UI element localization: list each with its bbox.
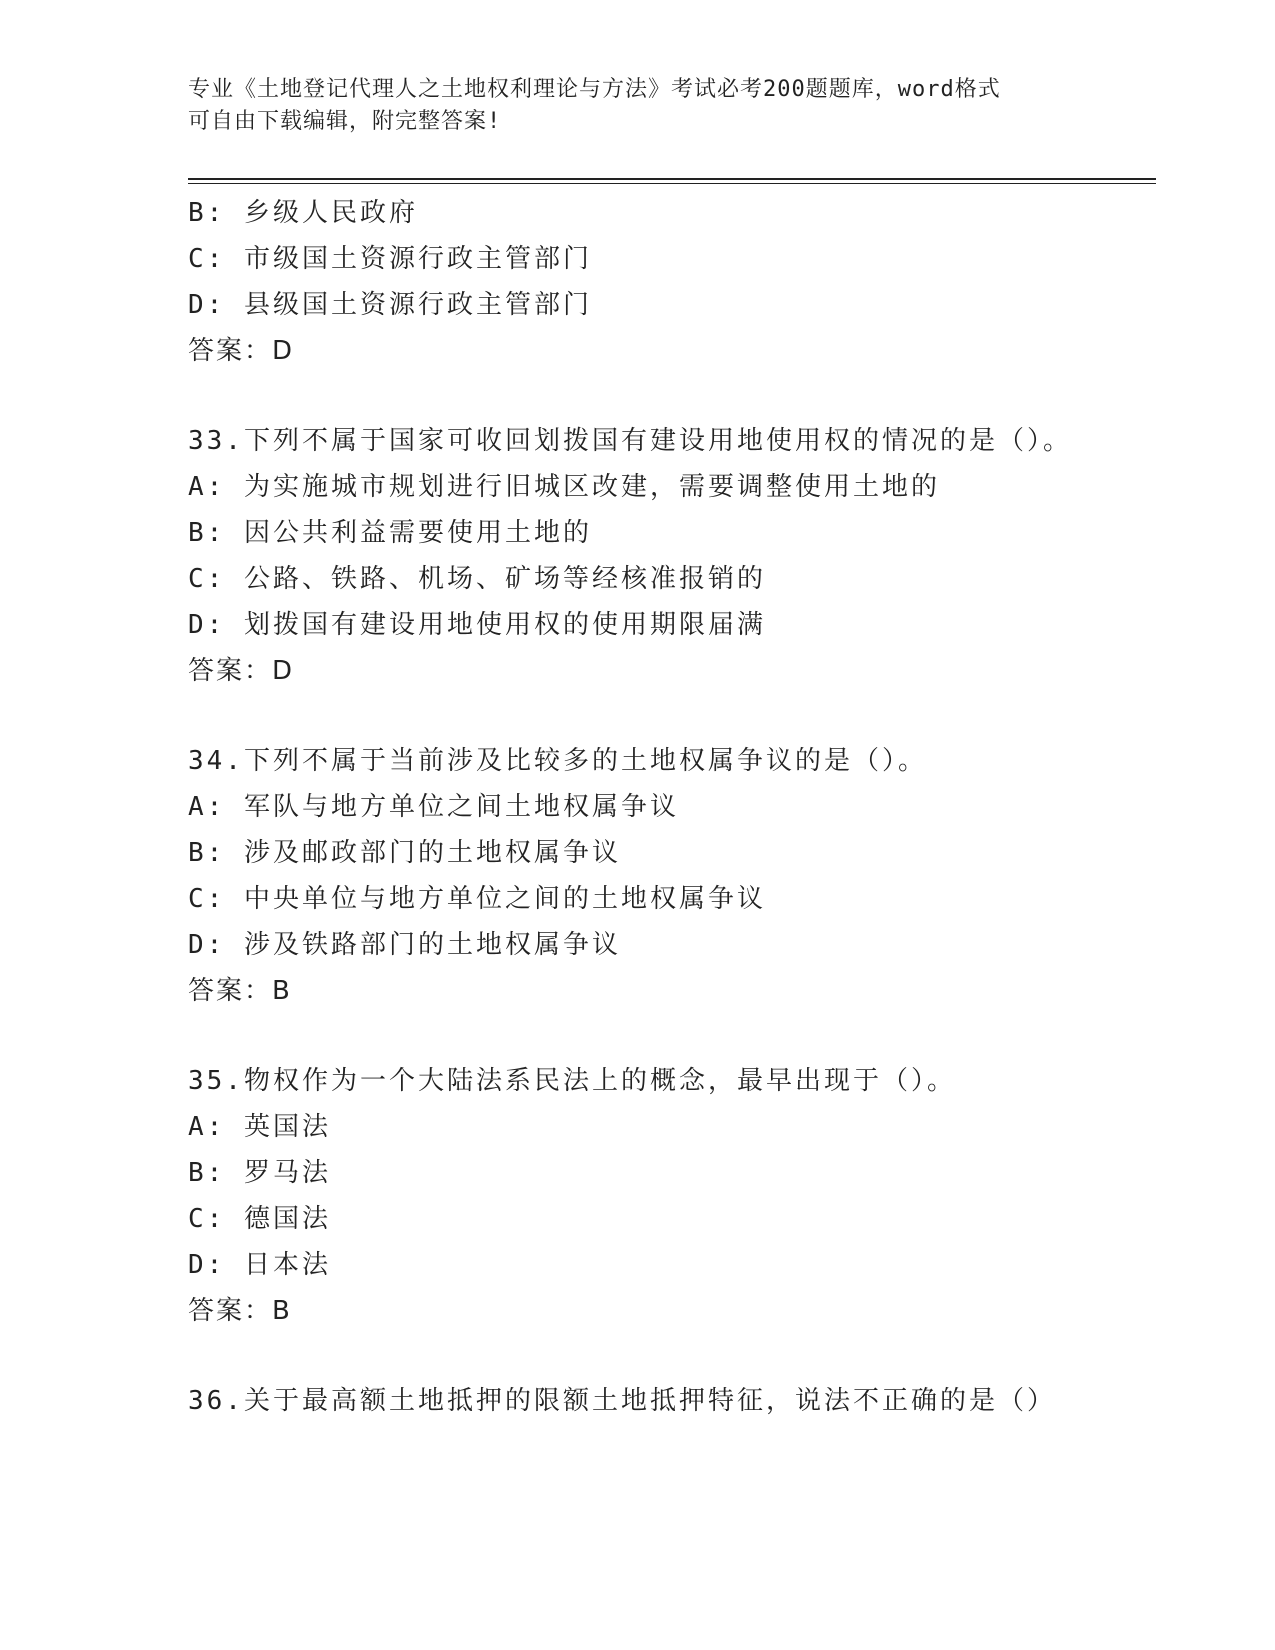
answer-line: 答案：B [188,1296,292,1326]
option-c: C: 市级国土资源行政主管部门 [188,244,592,274]
question-36 [188,1378,1156,1424]
option-c: C: 德国法 [188,1204,331,1234]
option-a: A: 军队与地方单位之间土地权属争议 [188,792,679,822]
question-34 [188,738,1156,1014]
option-d: D: 县级国土资源行政主管部门 [188,290,592,320]
question-stem: 34.下列不属于当前涉及比较多的土地权属争议的是（）。 [188,746,927,776]
option-d: D: 划拨国有建设用地使用权的使用期限届满 [188,610,766,640]
question-gap [188,1334,1156,1378]
header-title-line-1: 专业《土地登记代理人之土地权利理论与方法》考试必考200题题库，word格式 [188,77,1001,102]
question-stem: 36.关于最高额土地抵押的限额土地抵押特征，说法不正确的是（） [188,1386,1056,1416]
question-partial [188,190,1156,374]
answer-line: 答案：B [188,976,292,1006]
option-c: C: 公路、铁路、机场、矿场等经核准报销的 [188,564,766,594]
header-divider-thick [188,178,1156,180]
header-divider-thin [188,183,1156,184]
option-a: A: 英国法 [188,1112,331,1142]
question-stem: 35.物权作为一个大陆法系民法上的概念，最早出现于（）。 [188,1066,956,1096]
option-c: C: 中央单位与地方单位之间的土地权属争议 [188,884,766,914]
option-a: A: 为实施城市规划进行旧城区改建，需要调整使用土地的 [188,472,940,502]
question-gap [188,694,1156,738]
option-d: D: 日本法 [188,1250,331,1280]
header-title-line-2: 可自由下载编辑，附完整答案! [188,109,502,134]
option-b: B: 罗马法 [188,1158,331,1188]
document-header [188,74,1068,138]
question-list [188,190,1156,1424]
question-gap [188,1014,1156,1058]
option-d: D: 涉及铁路部门的土地权属争议 [188,930,621,960]
option-b: B: 乡级人民政府 [188,198,418,228]
question-33 [188,418,1156,694]
question-gap [188,374,1156,418]
answer-line: 答案：D [188,656,295,686]
question-35 [188,1058,1156,1334]
option-b: B: 因公共利益需要使用土地的 [188,518,592,548]
option-b: B: 涉及邮政部门的土地权属争议 [188,838,621,868]
question-stem: 33.下列不属于国家可收回划拨国有建设用地使用权的情况的是（）。 [188,426,1072,456]
answer-line: 答案：D [188,336,295,366]
